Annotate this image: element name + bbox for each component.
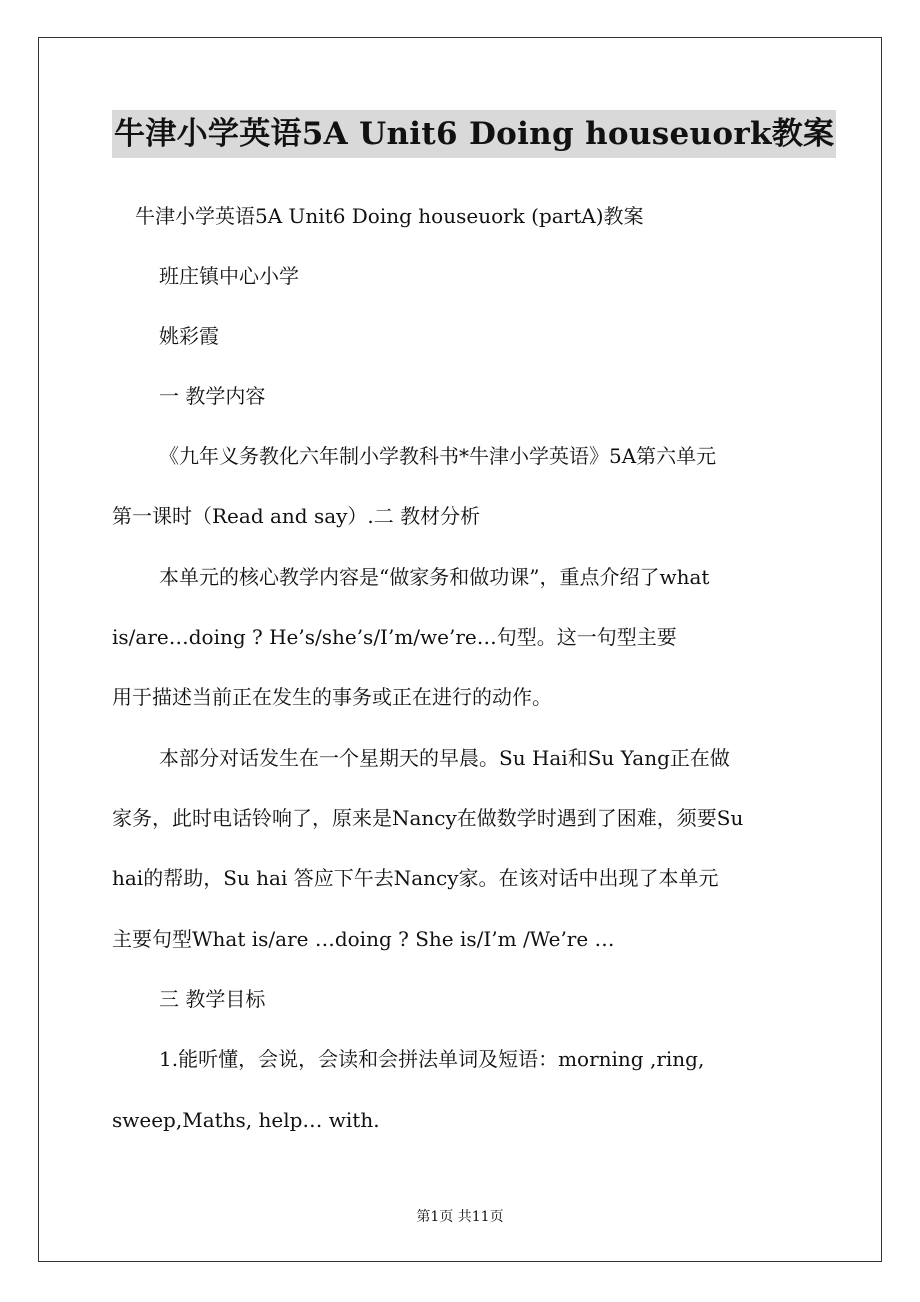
paragraph-line: 本单元的核心教学内容是“做家务和做功课”，重点介绍了what	[159, 565, 710, 589]
author-line: 姚彩霞	[159, 324, 219, 348]
school-line: 班庄镇中心小学	[159, 264, 299, 288]
document-title: 牛津小学英语5A Unit6 Doing houseuork教案	[112, 110, 836, 158]
paragraph-line: sweep,Maths, help… with.	[112, 1108, 380, 1132]
subtitle-line: 牛津小学英语5A Unit6 Doing houseuork (partA)教案	[135, 204, 644, 228]
paragraph-line: is/are…doing ? He’s/she’s/I’m/we’re…句型。这一句型主要	[112, 625, 677, 649]
paragraph-line: 主要句型What is/are …doing ? She is/I’m /We’re …	[112, 927, 615, 951]
page-footer: 第1页 共11页	[416, 1209, 504, 1225]
paragraph-line: 用于描述当前正在发生的事务或正在进行的动作。	[112, 685, 552, 709]
paragraph-line: 1.能听懂，会说，会读和会拼法单词及短语：morning ,ring,	[159, 1047, 705, 1071]
paragraph-line: hai的帮助，Su hai 答应下午去Nancy家。在该对话中出现了本单元	[112, 866, 719, 890]
paragraph-line: 第一课时（Read and say）.二 教材分析	[112, 504, 481, 528]
section-heading-content: 一 教学内容	[159, 384, 266, 408]
paragraph-line: 《九年义务教化六年制小学教科书*牛津小学英语》5A第六单元	[159, 444, 717, 468]
paragraph-line: 本部分对话发生在一个星期天的早晨。Su Hai和Su Yang正在做	[159, 746, 730, 770]
section-heading-objectives: 三 教学目标	[159, 987, 266, 1011]
paragraph-line: 家务，此时电话铃响了，原来是Nancy在做数学时遇到了困难，须要Su	[112, 806, 744, 830]
